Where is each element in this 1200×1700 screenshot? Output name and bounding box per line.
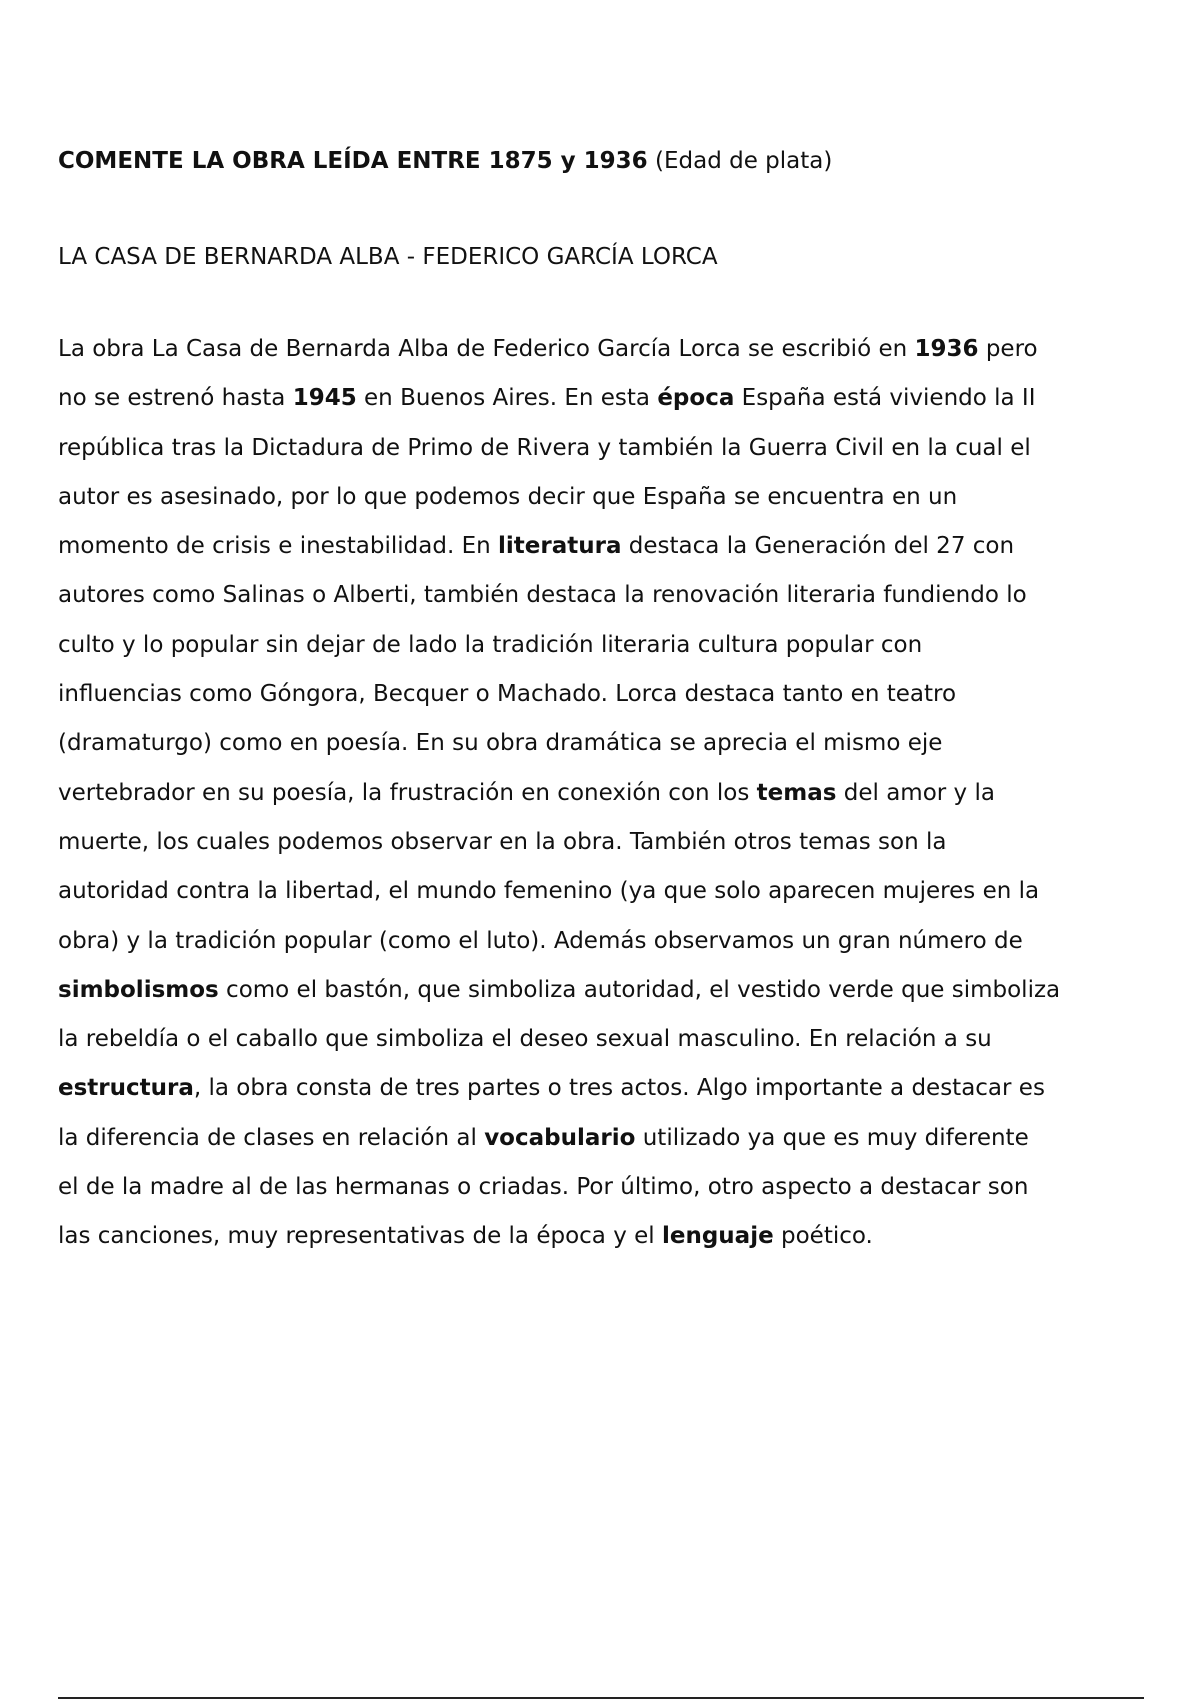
- commentary-paragraph: [58, 334, 1148, 1271]
- paragraph-line: [58, 334, 1148, 383]
- text-segment: , la obra consta de tres partes o tres actos. Algo importante a destacar es: [193, 1075, 1045, 1102]
- paragraph-line: [58, 1024, 1148, 1073]
- assignment-heading: [58, 146, 1148, 176]
- text-segment: pero: [978, 336, 1038, 362]
- paragraph-line: [58, 679, 1148, 728]
- footer-divider: [58, 1697, 1144, 1699]
- text-segment: la rebeldía o el caballo que simboliza el deseo sexual masculino. En relación a su: [58, 1026, 992, 1053]
- text-segment: como el bastón, que simboliza autoridad, el vestido verde que simboliza: [218, 976, 1061, 1003]
- text-segment: influencias como Góngora, Becquer o Machado. Lorca destaca tanto en teatro: [58, 681, 957, 708]
- text-segment: no se estrenó hasta: [58, 385, 293, 412]
- text-segment: España está viviendo la II: [734, 385, 1036, 412]
- text-segment: obra) y la tradición popular (como el luto). Además observamos un gran número de: [58, 927, 1023, 954]
- paragraph-line: [58, 580, 1148, 629]
- paragraph-line: [58, 1172, 1148, 1221]
- text-segment: autores como Salinas o Alberti, también destaca la renovación literaria fundiendo lo: [58, 582, 1027, 609]
- document-page: [58, 146, 1148, 1271]
- paragraph-line: [58, 728, 1148, 777]
- paragraph-line: [58, 630, 1148, 679]
- paragraph-line: [58, 531, 1148, 580]
- text-segment: la diferencia de clases en relación al: [58, 1124, 485, 1151]
- bold-keyword: 1945: [292, 385, 357, 412]
- paragraph-line: [58, 482, 1148, 531]
- paragraph-line: [58, 926, 1148, 975]
- text-segment: muerte, los cuales podemos observar en la obra. También otros temas son la: [58, 828, 947, 855]
- text-segment: destaca la Generación del 27 con: [621, 533, 1015, 560]
- paragraph-line: [58, 975, 1148, 1024]
- paragraph-line: [58, 383, 1148, 432]
- text-segment: en Buenos Aires. En esta: [356, 385, 658, 412]
- paragraph-line: [58, 876, 1148, 925]
- bold-keyword: vocabulario: [484, 1124, 636, 1151]
- text-segment: autor es asesinado, por lo que podemos decir que España se encuentra en un: [58, 483, 958, 510]
- text-segment: el de la madre al de las hermanas o criadas. Por último, otro aspecto a destacar son: [58, 1174, 1029, 1201]
- text-segment: poético.: [773, 1223, 873, 1250]
- work-title: LA CASA DE BERNARDA ALBA - FEDERICO GARCÍA LORCA: [58, 244, 718, 270]
- paragraph-line: [58, 827, 1148, 876]
- text-segment: utilizado ya que es muy diferente: [635, 1124, 1029, 1151]
- paragraph-line: [58, 433, 1148, 482]
- assignment-heading-note: (Edad de plata): [647, 148, 833, 174]
- bold-keyword: 1936: [914, 336, 979, 362]
- assignment-heading-bold: COMENTE LA OBRA LEÍDA ENTRE 1875 y 1936: [58, 148, 648, 174]
- paragraph-line: [58, 778, 1148, 827]
- bold-keyword: lenguaje: [661, 1223, 774, 1250]
- text-segment: momento de crisis e inestabilidad. En: [58, 533, 499, 560]
- text-segment: La obra La Casa de Bernarda Alba de Federico García Lorca se escribió en: [58, 336, 915, 362]
- text-segment: autoridad contra la libertad, el mundo femenino (ya que solo aparecen mujeres en la: [58, 878, 1040, 905]
- paragraph-line: [58, 1073, 1148, 1122]
- bold-keyword: estructura: [58, 1075, 194, 1102]
- paragraph-line: [58, 1221, 1148, 1270]
- text-segment: vertebrador en su poesía, la frustración en conexión con los: [58, 779, 757, 806]
- bold-keyword: simbolismos: [58, 976, 219, 1003]
- bold-keyword: época: [657, 385, 735, 412]
- text-segment: del amor y la: [836, 779, 995, 806]
- text-segment: las canciones, muy representativas de la época y el: [58, 1223, 662, 1250]
- paragraph-line: [58, 1123, 1148, 1172]
- text-segment: república tras la Dictadura de Primo de Rivera y también la Guerra Civil en la cual el: [58, 434, 1031, 461]
- text-segment: (dramaturgo) como en poesía. En su obra dramática se aprecia el mismo eje: [58, 730, 943, 757]
- bold-keyword: literatura: [498, 533, 622, 560]
- text-segment: culto y lo popular sin dejar de lado la tradición literaria cultura popular con: [58, 631, 923, 658]
- bold-keyword: temas: [756, 779, 837, 806]
